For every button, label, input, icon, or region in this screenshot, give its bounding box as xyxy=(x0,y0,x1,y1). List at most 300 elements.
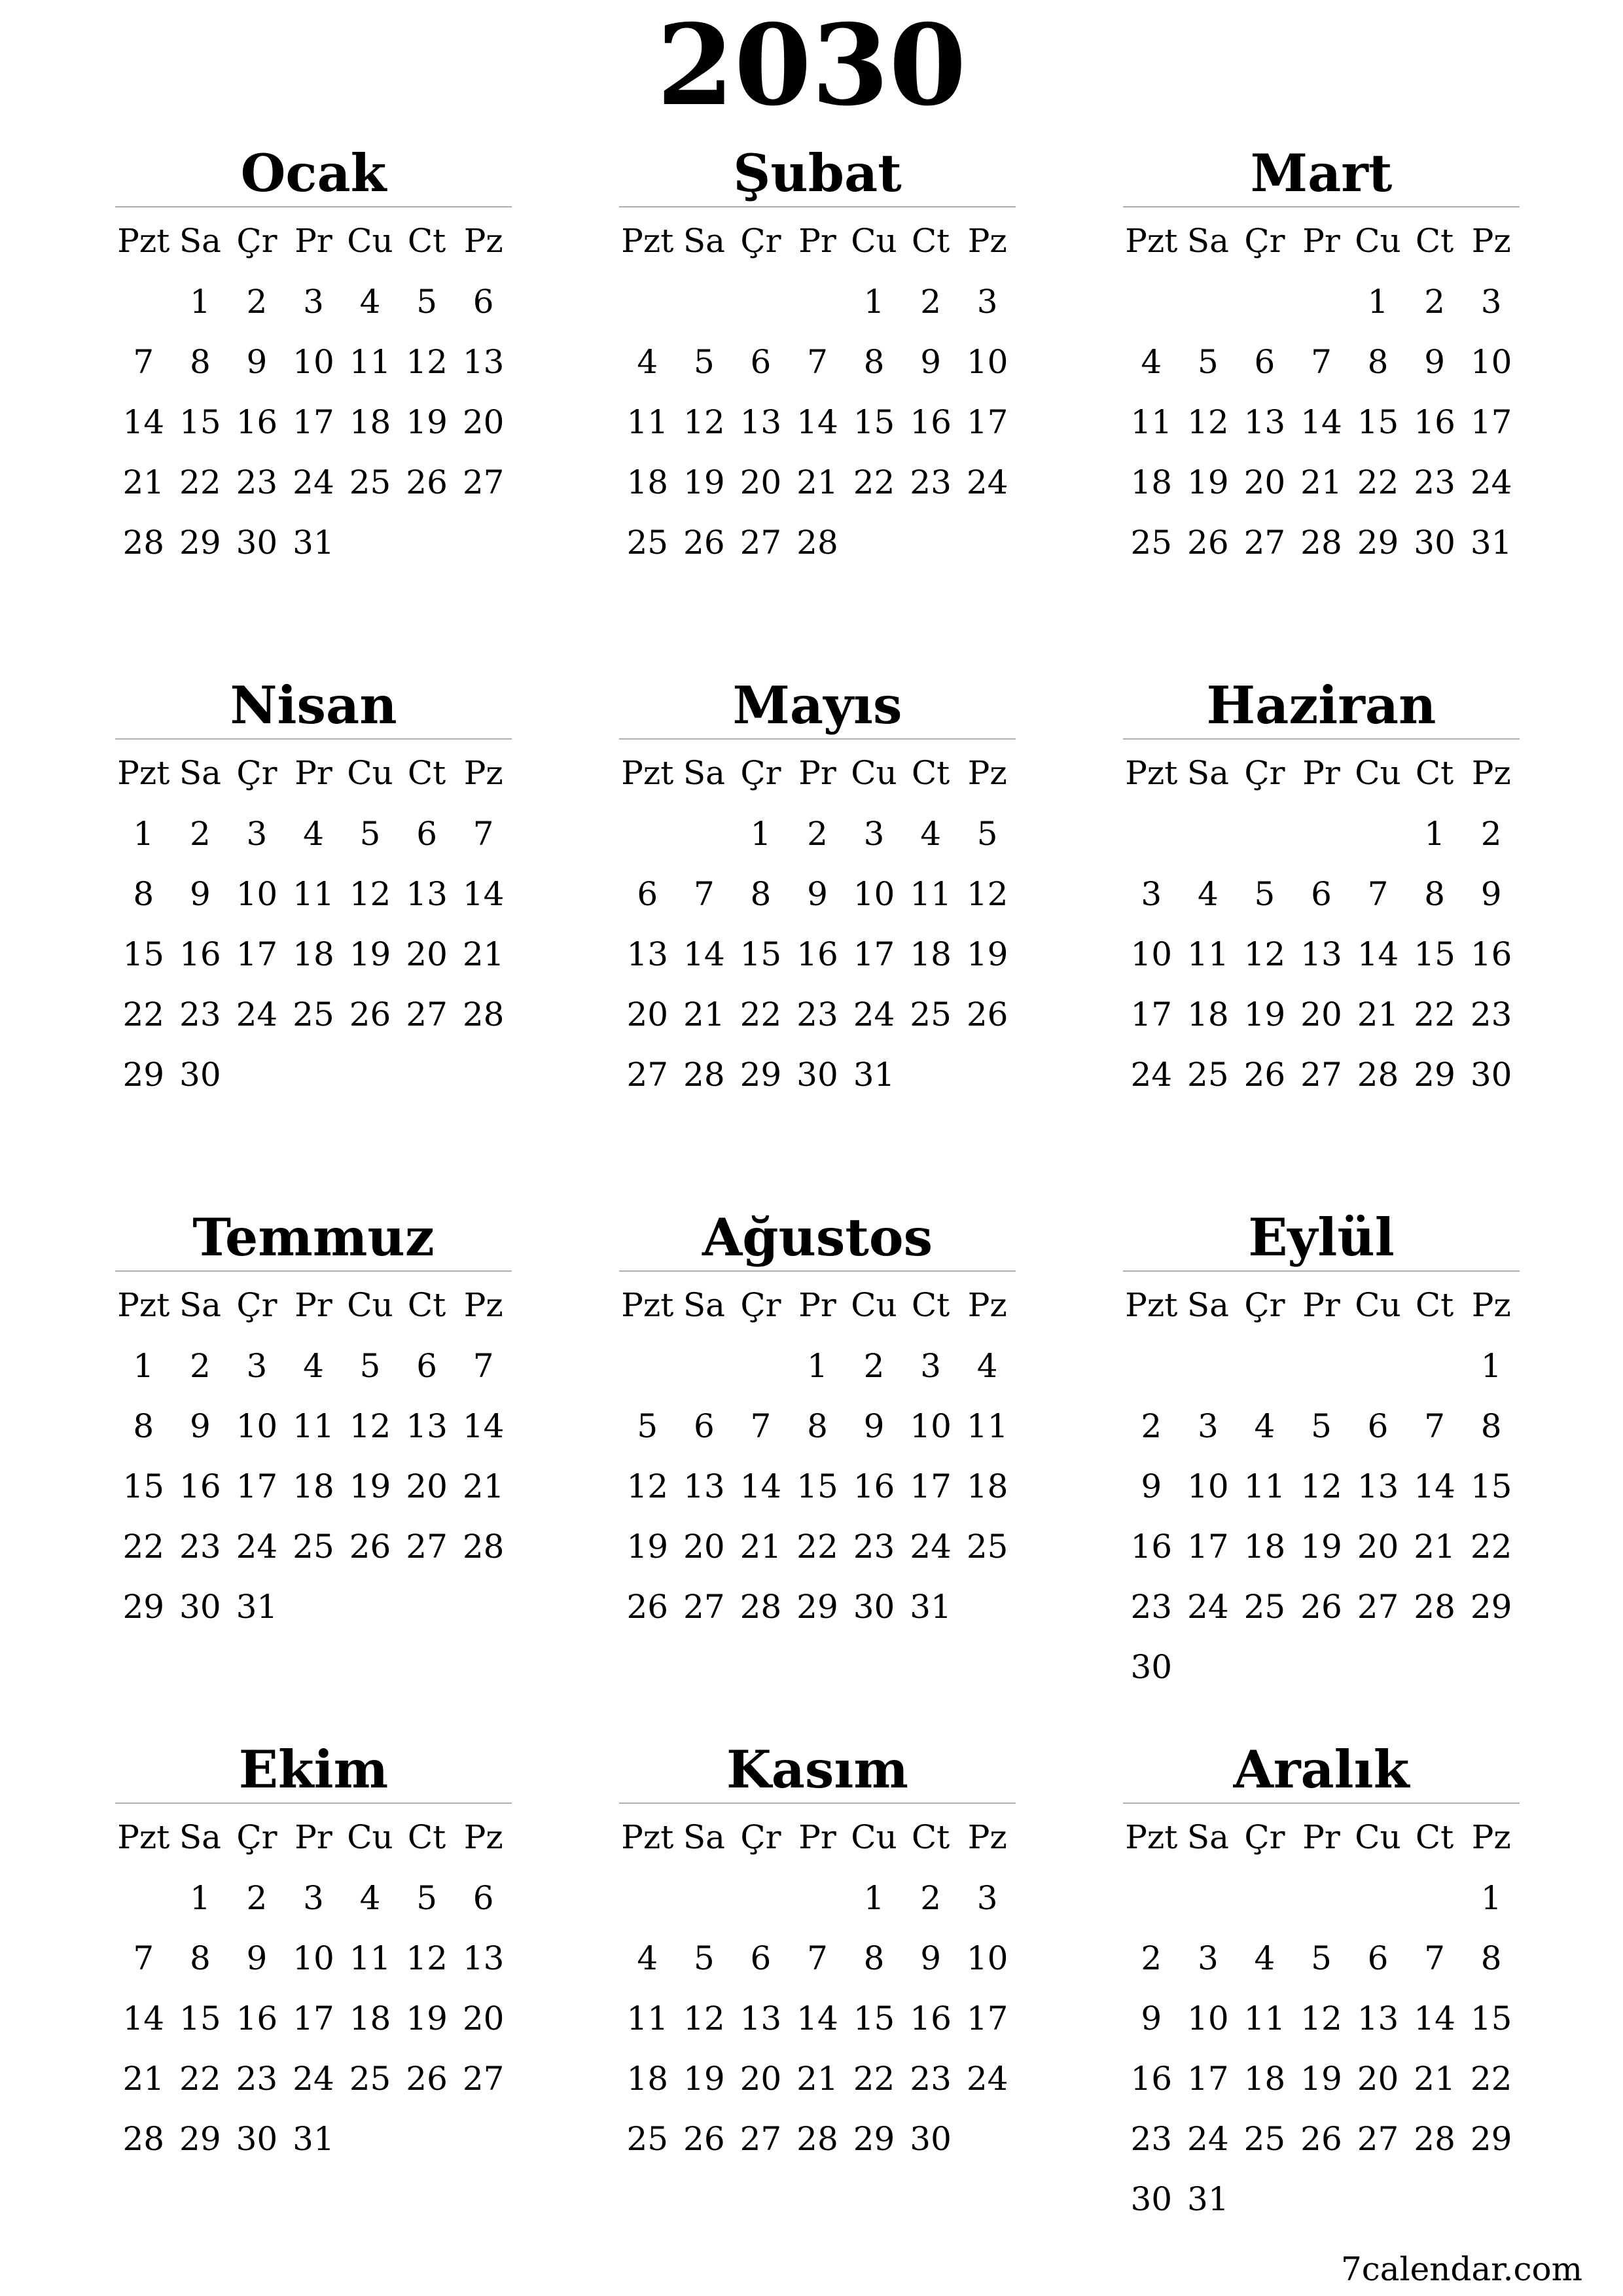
day-cell: 12 xyxy=(683,2000,725,2037)
day-cell: 2 xyxy=(189,815,211,853)
day-cell: 21 xyxy=(1300,463,1342,501)
day-cell: 15 xyxy=(853,2000,895,2037)
day-cell: 21 xyxy=(796,463,838,501)
day-cell: 28 xyxy=(1300,524,1342,562)
day-cell: 11 xyxy=(1130,403,1173,441)
day-cell: 29 xyxy=(122,1056,165,1094)
week-row xyxy=(1123,452,1520,512)
day-cell xyxy=(455,1045,512,1105)
day-cell: 23 xyxy=(1470,996,1512,1033)
day-cell: 12 xyxy=(683,403,725,441)
weekday-label: Çr xyxy=(740,222,781,260)
day-cell: 31 xyxy=(293,2120,334,2158)
week-row xyxy=(1123,272,1520,332)
day-cell: 7 xyxy=(1311,343,1332,381)
day-cell: 4 xyxy=(637,343,658,381)
day-cell: 22 xyxy=(1470,2060,1512,2098)
weekday-label: Pr xyxy=(294,1818,332,1856)
day-cell: 11 xyxy=(1243,1467,1286,1505)
day-cell: 16 xyxy=(179,935,221,973)
day-cell xyxy=(285,1045,342,1105)
day-cell: 25 xyxy=(349,463,391,501)
weekday-header-row xyxy=(115,210,512,272)
day-cell: 3 xyxy=(1197,1407,1219,1445)
day-cell: 19 xyxy=(406,403,448,441)
day-cell: 15 xyxy=(853,403,895,441)
day-cell: 4 xyxy=(976,1347,998,1385)
day-cell xyxy=(1236,2169,1293,2229)
day-cell: 27 xyxy=(462,2060,505,2098)
day-cell: 2 xyxy=(807,815,828,853)
day-cell: 31 xyxy=(910,1588,952,1626)
day-cell xyxy=(959,1577,1016,1637)
day-cell: 27 xyxy=(1243,524,1286,562)
day-cell: 1 xyxy=(1480,1879,1502,1917)
weekday-label: Sa xyxy=(179,754,221,792)
day-cell: 20 xyxy=(1357,1528,1399,1566)
day-cell: 8 xyxy=(1480,1939,1502,1977)
day-cell: 5 xyxy=(693,1939,715,1977)
day-cell: 9 xyxy=(920,1939,941,1977)
day-cell: 22 xyxy=(1414,996,1455,1033)
day-cell: 25 xyxy=(293,1528,334,1566)
weekday-label: Pz xyxy=(463,1286,503,1324)
day-cell: 13 xyxy=(1357,1467,1399,1505)
week-row xyxy=(619,1868,1016,1928)
day-cell: 7 xyxy=(750,1407,772,1445)
day-cell xyxy=(1123,272,1180,332)
day-cell: 26 xyxy=(683,2120,725,2158)
day-cell: 28 xyxy=(462,1528,505,1566)
day-cell: 7 xyxy=(133,343,154,381)
day-cell: 12 xyxy=(626,1467,669,1505)
day-cell: 27 xyxy=(1357,1588,1399,1626)
day-cell: 23 xyxy=(910,2060,952,2098)
day-cell: 11 xyxy=(349,343,391,381)
day-cell: 26 xyxy=(349,996,391,1033)
day-cell: 25 xyxy=(1187,1056,1229,1094)
day-cell: 23 xyxy=(910,463,952,501)
week-row xyxy=(619,1577,1016,1637)
day-cell xyxy=(1463,2169,1520,2229)
day-cell xyxy=(1293,1336,1350,1396)
day-cell: 18 xyxy=(1130,463,1173,501)
day-cell: 6 xyxy=(693,1407,715,1445)
day-cell: 15 xyxy=(179,2000,221,2037)
day-cell: 5 xyxy=(416,283,437,321)
day-cell: 24 xyxy=(853,996,895,1033)
weekday-label: Pzt xyxy=(621,1286,674,1324)
day-cell: 11 xyxy=(349,1939,391,1977)
week-row xyxy=(619,924,1016,984)
day-cell: 3 xyxy=(303,1879,324,1917)
day-cell xyxy=(1349,1336,1406,1396)
week-row xyxy=(115,1336,512,1396)
week-row xyxy=(115,512,512,573)
day-cell: 4 xyxy=(1141,343,1162,381)
weekday-header-row xyxy=(115,1806,512,1868)
weekday-label: Sa xyxy=(179,1286,221,1324)
day-cell: 22 xyxy=(853,463,895,501)
month-table xyxy=(1123,742,1520,1105)
week-row xyxy=(1123,332,1520,392)
day-cell: 30 xyxy=(1414,524,1455,562)
week-row xyxy=(115,392,512,452)
weekday-label: Pzt xyxy=(621,222,674,260)
week-row xyxy=(1123,924,1520,984)
day-cell: 15 xyxy=(1357,403,1399,441)
day-cell: 30 xyxy=(179,1056,221,1094)
weekday-header-row xyxy=(1123,1274,1520,1336)
weekday-label: Pr xyxy=(798,1818,836,1856)
weekday-label: Ct xyxy=(911,222,950,260)
day-cell: 22 xyxy=(179,463,221,501)
day-cell: 10 xyxy=(293,343,334,381)
day-cell: 18 xyxy=(626,2060,669,2098)
day-cell xyxy=(342,1577,399,1637)
day-cell: 17 xyxy=(236,935,278,973)
day-cell: 29 xyxy=(179,524,221,562)
week-row xyxy=(619,864,1016,924)
day-cell: 18 xyxy=(626,463,669,501)
day-cell: 30 xyxy=(796,1056,838,1094)
weekday-label: Ct xyxy=(911,1818,950,1856)
month-table xyxy=(619,742,1016,1105)
weekday-header-row xyxy=(1123,742,1520,804)
day-cell: 27 xyxy=(462,463,505,501)
week-row xyxy=(1123,392,1520,452)
day-cell: 31 xyxy=(853,1056,895,1094)
month-table xyxy=(619,1274,1016,1637)
day-cell xyxy=(455,2109,512,2169)
week-row xyxy=(115,2109,512,2169)
day-cell: 31 xyxy=(236,1588,278,1626)
day-cell: 17 xyxy=(1470,403,1512,441)
day-cell xyxy=(619,1336,676,1396)
month-block xyxy=(1123,673,1520,1105)
month-table xyxy=(1123,210,1520,573)
weekday-label: Pz xyxy=(1471,222,1511,260)
weekday-header-row xyxy=(1123,1806,1520,1868)
day-cell: 10 xyxy=(1130,935,1173,973)
day-cell: 27 xyxy=(740,524,782,562)
month-name: Ağustos xyxy=(619,1205,1016,1272)
day-cell: 26 xyxy=(406,2060,448,2098)
day-cell: 30 xyxy=(910,2120,952,2158)
day-cell: 15 xyxy=(740,935,782,973)
month-block xyxy=(1123,1205,1520,1697)
weekday-label: Pzt xyxy=(1125,1818,1178,1856)
day-cell: 20 xyxy=(1357,2060,1399,2098)
day-cell: 30 xyxy=(1130,2180,1173,2218)
day-cell xyxy=(959,1045,1016,1105)
month-name: Kasım xyxy=(619,1737,1016,1804)
day-cell xyxy=(1236,272,1293,332)
day-cell: 17 xyxy=(966,403,1008,441)
weekday-label: Pzt xyxy=(117,754,170,792)
month-name: Nisan xyxy=(115,673,512,740)
day-cell: 31 xyxy=(1470,524,1512,562)
week-row xyxy=(1123,1045,1520,1105)
day-cell: 9 xyxy=(1141,2000,1162,2037)
day-cell: 13 xyxy=(462,1939,505,1977)
day-cell: 18 xyxy=(349,2000,391,2037)
day-cell: 22 xyxy=(179,2060,221,2098)
day-cell: 24 xyxy=(966,463,1008,501)
week-row xyxy=(619,2109,1016,2169)
day-cell: 14 xyxy=(1357,935,1399,973)
day-cell: 24 xyxy=(966,2060,1008,2098)
day-cell: 29 xyxy=(179,2120,221,2158)
day-cell: 10 xyxy=(1470,343,1512,381)
day-cell xyxy=(676,1336,733,1396)
weekday-label: Çr xyxy=(236,1818,277,1856)
month-name: Şubat xyxy=(619,141,1016,207)
day-cell: 1 xyxy=(750,815,772,853)
day-cell: 2 xyxy=(1424,283,1445,321)
weekday-label: Ct xyxy=(1415,222,1454,260)
day-cell: 22 xyxy=(796,1528,838,1566)
day-cell: 14 xyxy=(796,403,838,441)
day-cell: 28 xyxy=(1414,1588,1455,1626)
weekday-label: Cu xyxy=(851,1286,897,1324)
day-cell: 26 xyxy=(1300,2120,1342,2158)
day-cell: 9 xyxy=(189,875,211,913)
day-cell: 7 xyxy=(807,343,828,381)
day-cell: 12 xyxy=(349,875,391,913)
weekday-label: Pz xyxy=(967,1818,1007,1856)
day-cell: 26 xyxy=(683,524,725,562)
day-cell: 26 xyxy=(349,1528,391,1566)
week-row xyxy=(115,2049,512,2109)
day-cell: 17 xyxy=(966,2000,1008,2037)
day-cell: 30 xyxy=(236,524,278,562)
day-cell: 5 xyxy=(637,1407,658,1445)
day-cell: 22 xyxy=(740,996,782,1033)
day-cell: 20 xyxy=(626,996,669,1033)
day-cell: 4 xyxy=(359,283,381,321)
day-cell: 12 xyxy=(349,1407,391,1445)
day-cell: 6 xyxy=(473,283,494,321)
weekday-label: Ct xyxy=(1415,754,1454,792)
day-cell: 11 xyxy=(293,875,334,913)
week-row xyxy=(619,1045,1016,1105)
day-cell: 8 xyxy=(189,343,211,381)
day-cell: 22 xyxy=(853,2060,895,2098)
weekday-label: Pr xyxy=(1302,754,1340,792)
day-cell: 6 xyxy=(1311,875,1332,913)
footer-site-name: 7calendar.com xyxy=(1340,2250,1582,2288)
day-cell: 18 xyxy=(910,935,952,973)
day-cell xyxy=(1293,272,1350,332)
day-cell: 29 xyxy=(853,2120,895,2158)
day-cell: 10 xyxy=(1187,2000,1229,2037)
day-cell xyxy=(1406,1868,1463,1928)
day-cell: 4 xyxy=(1254,1939,1275,1977)
week-row xyxy=(1123,2049,1520,2109)
day-cell: 13 xyxy=(740,2000,782,2037)
day-cell: 26 xyxy=(1300,1588,1342,1626)
day-cell: 29 xyxy=(740,1056,782,1094)
weekday-label: Sa xyxy=(683,1286,725,1324)
day-cell: 2 xyxy=(246,1879,268,1917)
day-cell xyxy=(342,512,399,573)
day-cell: 14 xyxy=(462,1407,505,1445)
week-row xyxy=(115,1045,512,1105)
day-cell: 2 xyxy=(189,1347,211,1385)
day-cell: 9 xyxy=(189,1407,211,1445)
weekday-label: Çr xyxy=(1244,754,1285,792)
day-cell: 10 xyxy=(236,1407,278,1445)
day-cell: 25 xyxy=(626,524,669,562)
day-cell: 2 xyxy=(1141,1407,1162,1445)
week-row xyxy=(1123,1637,1520,1697)
day-cell: 10 xyxy=(853,875,895,913)
month-block xyxy=(619,1737,1016,2169)
day-cell: 18 xyxy=(293,935,334,973)
day-cell: 19 xyxy=(683,463,725,501)
month-table xyxy=(619,1806,1016,2169)
month-block xyxy=(1123,141,1520,573)
day-cell: 5 xyxy=(359,1347,381,1385)
day-cell: 28 xyxy=(796,524,838,562)
day-cell: 9 xyxy=(1480,875,1502,913)
day-cell: 1 xyxy=(863,283,885,321)
weekday-label: Cu xyxy=(851,222,897,260)
week-row xyxy=(1123,1456,1520,1516)
day-cell: 14 xyxy=(740,1467,782,1505)
day-cell: 24 xyxy=(293,463,334,501)
day-cell: 21 xyxy=(683,996,725,1033)
weekday-label: Ct xyxy=(407,1286,446,1324)
day-cell: 14 xyxy=(462,875,505,913)
day-cell: 3 xyxy=(1141,875,1162,913)
day-cell: 6 xyxy=(473,1879,494,1917)
day-cell: 19 xyxy=(1187,463,1229,501)
day-cell: 21 xyxy=(122,463,165,501)
weekday-label: Çr xyxy=(236,754,277,792)
day-cell xyxy=(959,512,1016,573)
day-cell: 13 xyxy=(740,403,782,441)
week-row xyxy=(1123,1928,1520,1988)
day-cell: 11 xyxy=(626,403,669,441)
day-cell: 4 xyxy=(303,1347,324,1385)
day-cell: 14 xyxy=(683,935,725,973)
day-cell: 11 xyxy=(626,2000,669,2037)
day-cell: 28 xyxy=(1414,2120,1455,2158)
weekday-label: Cu xyxy=(1355,1286,1401,1324)
day-cell: 19 xyxy=(1300,2060,1342,2098)
day-cell xyxy=(732,272,789,332)
day-cell: 14 xyxy=(796,2000,838,2037)
month-table xyxy=(115,1806,512,2169)
weekday-label: Sa xyxy=(683,222,725,260)
month-block xyxy=(619,1205,1016,1637)
day-cell xyxy=(619,272,676,332)
weekday-label: Pz xyxy=(1471,754,1511,792)
weekday-label: Sa xyxy=(179,1818,221,1856)
weekday-label: Pzt xyxy=(1125,222,1178,260)
day-cell: 2 xyxy=(863,1347,885,1385)
day-cell: 29 xyxy=(1357,524,1399,562)
day-cell: 27 xyxy=(740,2120,782,2158)
day-cell: 15 xyxy=(1470,2000,1512,2037)
weekday-label: Pr xyxy=(1302,222,1340,260)
weekday-label: Pz xyxy=(967,222,1007,260)
month-block xyxy=(115,141,512,573)
day-cell: 1 xyxy=(1367,283,1389,321)
day-cell xyxy=(732,1336,789,1396)
week-row xyxy=(619,272,1016,332)
day-cell: 19 xyxy=(1300,1528,1342,1566)
week-row xyxy=(115,272,512,332)
day-cell: 28 xyxy=(122,2120,165,2158)
day-cell: 15 xyxy=(122,935,165,973)
month-table xyxy=(115,742,512,1105)
day-cell: 16 xyxy=(1130,2060,1173,2098)
day-cell: 26 xyxy=(1243,1056,1286,1094)
day-cell xyxy=(1293,1868,1350,1928)
month-table xyxy=(619,210,1016,573)
day-cell: 12 xyxy=(1187,403,1229,441)
day-cell: 19 xyxy=(966,935,1008,973)
day-cell: 20 xyxy=(1300,996,1342,1033)
day-cell: 9 xyxy=(807,875,828,913)
day-cell: 21 xyxy=(1414,2060,1455,2098)
day-cell: 19 xyxy=(349,935,391,973)
day-cell: 24 xyxy=(236,996,278,1033)
day-cell: 5 xyxy=(693,343,715,381)
day-cell: 3 xyxy=(1197,1939,1219,1977)
day-cell xyxy=(1406,2169,1463,2229)
month-table xyxy=(115,210,512,573)
day-cell xyxy=(399,2109,455,2169)
month-table xyxy=(1123,1274,1520,1697)
day-cell: 6 xyxy=(416,1347,437,1385)
month-block xyxy=(115,673,512,1105)
day-cell xyxy=(676,804,733,864)
day-cell: 7 xyxy=(1367,875,1389,913)
day-cell: 14 xyxy=(1414,1467,1455,1505)
day-cell: 29 xyxy=(1470,1588,1512,1626)
day-cell: 6 xyxy=(1367,1939,1389,1977)
day-cell: 13 xyxy=(406,1407,448,1445)
day-cell: 22 xyxy=(122,996,165,1033)
day-cell xyxy=(399,512,455,573)
day-cell: 13 xyxy=(406,875,448,913)
day-cell xyxy=(676,1868,733,1928)
day-cell: 1 xyxy=(1480,1347,1502,1385)
weekday-header-row xyxy=(619,1806,1016,1868)
weekday-label: Ct xyxy=(911,1286,950,1324)
day-cell: 23 xyxy=(853,1528,895,1566)
week-row xyxy=(115,924,512,984)
day-cell: 16 xyxy=(236,403,278,441)
day-cell: 30 xyxy=(179,1588,221,1626)
day-cell: 8 xyxy=(750,875,772,913)
weekday-label: Pz xyxy=(1471,1286,1511,1324)
day-cell: 20 xyxy=(406,1467,448,1505)
day-cell xyxy=(1123,1868,1180,1928)
day-cell: 18 xyxy=(349,403,391,441)
weekday-label: Pzt xyxy=(1125,1286,1178,1324)
weekday-label: Çr xyxy=(740,1286,781,1324)
weekday-label: Pz xyxy=(1471,1818,1511,1856)
weekday-label: Cu xyxy=(347,222,393,260)
day-cell: 8 xyxy=(1367,343,1389,381)
day-cell: 16 xyxy=(1414,403,1455,441)
day-cell: 25 xyxy=(1243,1588,1286,1626)
